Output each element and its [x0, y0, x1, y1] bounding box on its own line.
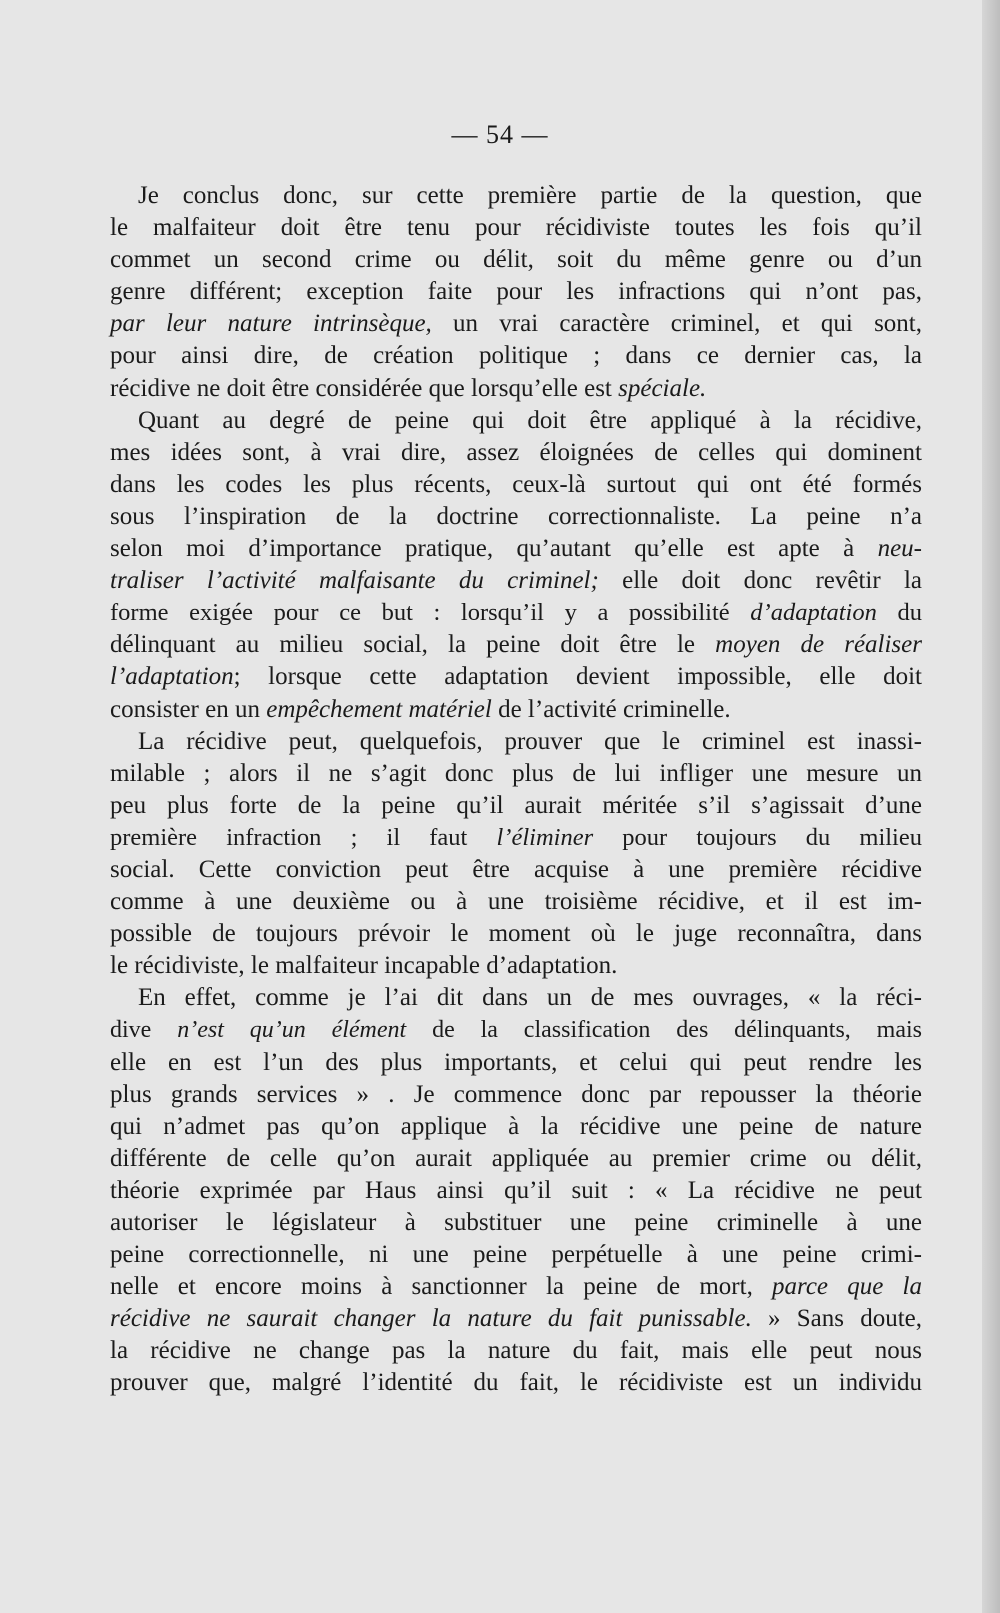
- page-edge-shadow: [982, 0, 1000, 1613]
- text-segment: première infraction ; il faut: [110, 823, 497, 851]
- text-line: [110, 469, 922, 501]
- text-line: [110, 1111, 922, 1143]
- text-line: [110, 661, 922, 693]
- italic-text: par leur nature intrinsèque,: [110, 310, 432, 338]
- text-segment: La récidive peut, quelquefois, prouver que le criminel est inassi-: [138, 727, 922, 755]
- text-segment: dans les codes les plus récents, ceux-là surtout qui ont été formés: [110, 470, 922, 498]
- text-segment: du: [876, 599, 922, 627]
- text-segment: mes idées sont, à vrai dire, assez éloignées de celles qui dominent: [110, 438, 922, 466]
- text-line: [110, 1367, 922, 1399]
- text-line: [110, 1335, 922, 1367]
- text-segment: Je conclus donc, sur cette première partie de la question, que: [138, 182, 922, 209]
- text-segment: le récidiviste, le malfaiteur incapable d’adaptation.: [110, 952, 618, 980]
- text-segment: comme à une deuxième ou à une troisième récidive, et il est im-: [110, 888, 922, 916]
- text-segment: possible de toujours prévoir le moment où le juge reconnaîtra, dans: [110, 920, 922, 948]
- text-line: [110, 694, 922, 726]
- text-segment: plus grands services » . Je commence donc par repousser la théorie: [110, 1080, 922, 1108]
- text-segment: dive: [110, 1017, 178, 1044]
- text-line: [110, 533, 922, 565]
- text-segment: consister en un: [110, 695, 267, 723]
- text-segment: commet un second crime ou délit, soit du même genre ou d’un: [110, 246, 922, 274]
- italic-text: d’adaptation: [750, 599, 877, 627]
- text-line: [110, 1303, 922, 1335]
- italic-text: l’adaptation: [110, 663, 234, 691]
- text-segment: différente de celle qu’on aurait appliquée au premier crime ou délit,: [110, 1144, 922, 1172]
- text-line: [110, 1143, 922, 1175]
- text-segment: sous l’inspiration de la doctrine correctionnaliste. La peine n’a: [110, 502, 922, 530]
- text-segment: théorie exprimée par Haus ainsi qu’il suit : « La récidive ne peut: [110, 1176, 922, 1204]
- text-segment: le malfaiteur doit être tenu pour récidiviste toutes les fois qu’il: [110, 214, 922, 242]
- text-segment: qui n’admet pas qu’on applique à la récidive une peine de nature: [110, 1112, 922, 1140]
- text-segment: pour toujours du milieu: [593, 823, 922, 851]
- text-segment: de la classification des délinquants, mais: [406, 1017, 922, 1044]
- page-number: — 54 —: [451, 120, 549, 149]
- text-segment: nelle et encore moins à sanctionner la peine de mort,: [110, 1273, 773, 1301]
- italic-text: spéciale.: [618, 374, 707, 402]
- text-line: [110, 1079, 922, 1111]
- italic-text: empêchement matériel: [266, 695, 492, 723]
- text-line: [110, 758, 922, 790]
- text-line: [110, 854, 922, 886]
- text-line: [110, 501, 922, 533]
- text-line: [110, 886, 922, 918]
- text-segment: elle doit donc revêtir la: [598, 567, 922, 595]
- text-segment: genre différent; exception faite pour les infractions qui n’ont pas,: [110, 278, 922, 306]
- text-segment: un vrai caractère criminel, et qui sont,: [431, 310, 922, 338]
- text-segment: forme exigée pour ce but : lorsqu’il y a possibilité: [110, 599, 751, 627]
- text-line: [110, 340, 922, 372]
- text-line: [110, 212, 922, 244]
- text-line: [110, 565, 922, 597]
- text-line: [110, 597, 922, 629]
- italic-text: n’est qu’un élément: [177, 1017, 407, 1044]
- italic-text: moyen de réaliser: [715, 631, 922, 659]
- text-line: [110, 950, 922, 982]
- text-line: [110, 180, 922, 212]
- text-line: [110, 1207, 922, 1239]
- text-segment: peu plus forte de la peine qu’il aurait méritée s’il s’agissait d’une: [110, 791, 922, 819]
- text-line: [110, 822, 922, 854]
- text-line: [110, 276, 922, 308]
- text-line: [110, 373, 922, 405]
- text-segment: Quant au degré de peine qui doit être appliqué à la récidive,: [138, 406, 922, 434]
- text-segment: social. Cette conviction peut être acquise à une première récidive: [110, 855, 922, 883]
- text-line: [110, 1014, 922, 1046]
- text-segment: elle en est l’un des plus importants, et celui qui peut rendre les: [110, 1048, 922, 1076]
- text-line: [110, 726, 922, 758]
- text-line: [110, 1175, 922, 1207]
- italic-text: parce que la: [772, 1273, 922, 1301]
- text-segment: de l’activité criminelle.: [491, 695, 731, 723]
- text-segment: peine correctionnelle, ni une peine perpétuelle à une peine crimi-: [110, 1241, 922, 1269]
- text-segment: récidive ne doit être considérée que lorsqu’elle est: [110, 374, 619, 402]
- text-line: [110, 437, 922, 469]
- text-line: [110, 244, 922, 276]
- text-segment: la récidive ne change pas la nature du fait, mais elle peut nous: [110, 1337, 922, 1365]
- text-line: [110, 1271, 922, 1303]
- text-line: [110, 918, 922, 950]
- text-line: [110, 308, 922, 340]
- body-text: [110, 180, 922, 1400]
- text-line: [110, 1239, 922, 1271]
- text-segment: délinquant au milieu social, la peine doit être le: [110, 631, 716, 659]
- text-segment: En effet, comme je l’ai dit dans un de mes ouvrages, « la réci-: [138, 984, 922, 1012]
- italic-text: récidive ne saurait changer la nature du fait punissable.: [110, 1305, 752, 1333]
- text-line: [110, 982, 922, 1014]
- text-line: [110, 405, 922, 437]
- text-line: [110, 1047, 922, 1079]
- text-segment: ; lorsque cette adaptation devient impossible, elle doit: [233, 663, 922, 691]
- italic-text: l’éliminer: [496, 823, 594, 851]
- italic-text: traliser l’activité malfaisante du criminel;: [110, 567, 599, 595]
- italic-text: neu-: [877, 535, 922, 563]
- text-segment: pour ainsi dire, de création politique ; dans ce dernier cas, la: [110, 342, 922, 370]
- text-segment: » Sans doute,: [751, 1305, 922, 1333]
- text-segment: milable ; alors il ne s’agit donc plus de lui infliger une mesure un: [110, 759, 922, 787]
- text-line: [110, 629, 922, 661]
- text-segment: prouver que, malgré l’identité du fait, le récidiviste est un individu: [110, 1369, 922, 1397]
- text-segment: autoriser le législateur à substituer une peine criminelle à une: [110, 1209, 922, 1236]
- text-line: [110, 790, 922, 822]
- text-segment: selon moi d’importance pratique, qu’autant qu’elle est apte à: [110, 535, 878, 563]
